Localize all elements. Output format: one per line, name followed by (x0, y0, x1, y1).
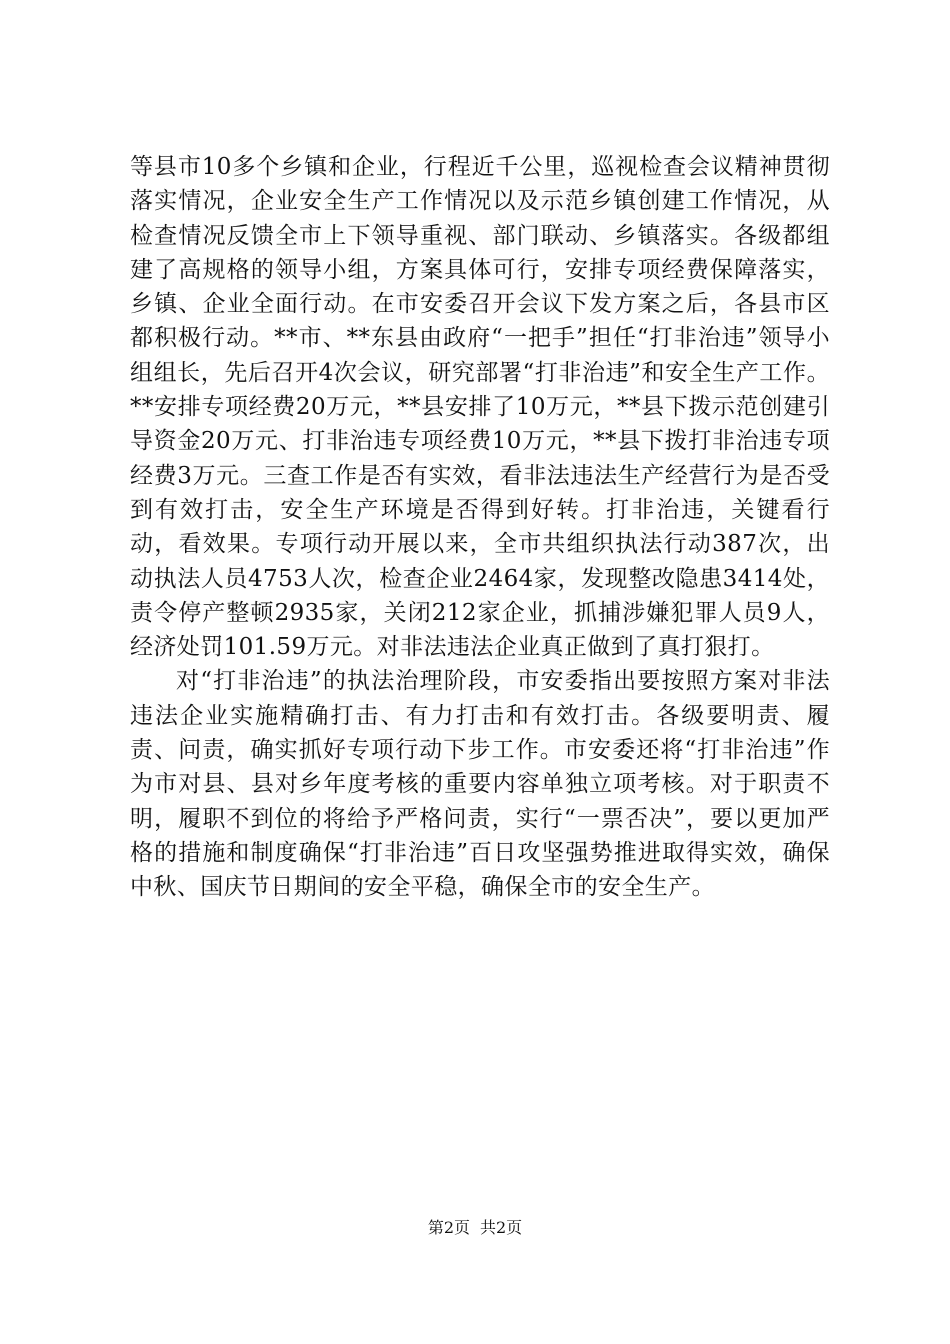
page-footer (0, 1217, 950, 1239)
paragraph-1: 等县市10多个乡镇和企业，行程近千公里，巡视检查会议精神贯彻落实情况，企业安全生产工作情况以及示范乡镇创建工作情况，从检查情况反馈全市上下领导重视、部门联动、乡镇落实。各级都组建了高规格的领导小组，方案具体可行，安排专项经费保障落实，乡镇、企业全面行动。在市安委召开会议下发方案之后，各县市区都积极行动。**市、**东县由政府“一把手”担任“打非治违”领导小组组长，先后召开4次会议，研究部署“打非治违”和安全生产工作。**安排专项经费20万元，**县安排了10万元，**县下拨示范创建引导资金20万元、打非治违专项经费10万元，**县下拨打非治违专项经费3万元。三查工作是否有实效，看非法违法生产经营行为是否受到有效打击，安全生产环境是否得到好转。打非治违，关键看行动，看效果。专项行动开展以来，全市共组织执法行动387次，出动执法人员4753人次，检查企业2464家，发现整改隐患3414处，责令停产整顿2935家，关闭212家企业，抓捕涉嫌犯罪人员9人，经济处罚101.59万元。对非法违法企业真正做到了真打狠打。 (130, 154, 830, 661)
page-number-total: 共2页 (480, 1218, 523, 1237)
paragraph-2: 对“打非治违”的执法治理阶段，市安委指出要按照方案对非法违法企业实施精确打击、有力打击和有效打击。各级要明责、履责、问责，确实抓好专项行动下步工作。市安委还将“打非治违”作为市对县、县对乡年度考核的重要内容单独立项考核。对于职责不明，履职不到位的将给予严格问责，实行“一票否决”，要以更加严格的措施和制度确保“打非治违”百日攻坚强势推进取得实效，确保中秋、国庆节日期间的安全平稳，确保全市的安全生产。 (130, 668, 830, 901)
page-number-current: 第2页 (427, 1218, 470, 1237)
document-body (130, 150, 830, 905)
